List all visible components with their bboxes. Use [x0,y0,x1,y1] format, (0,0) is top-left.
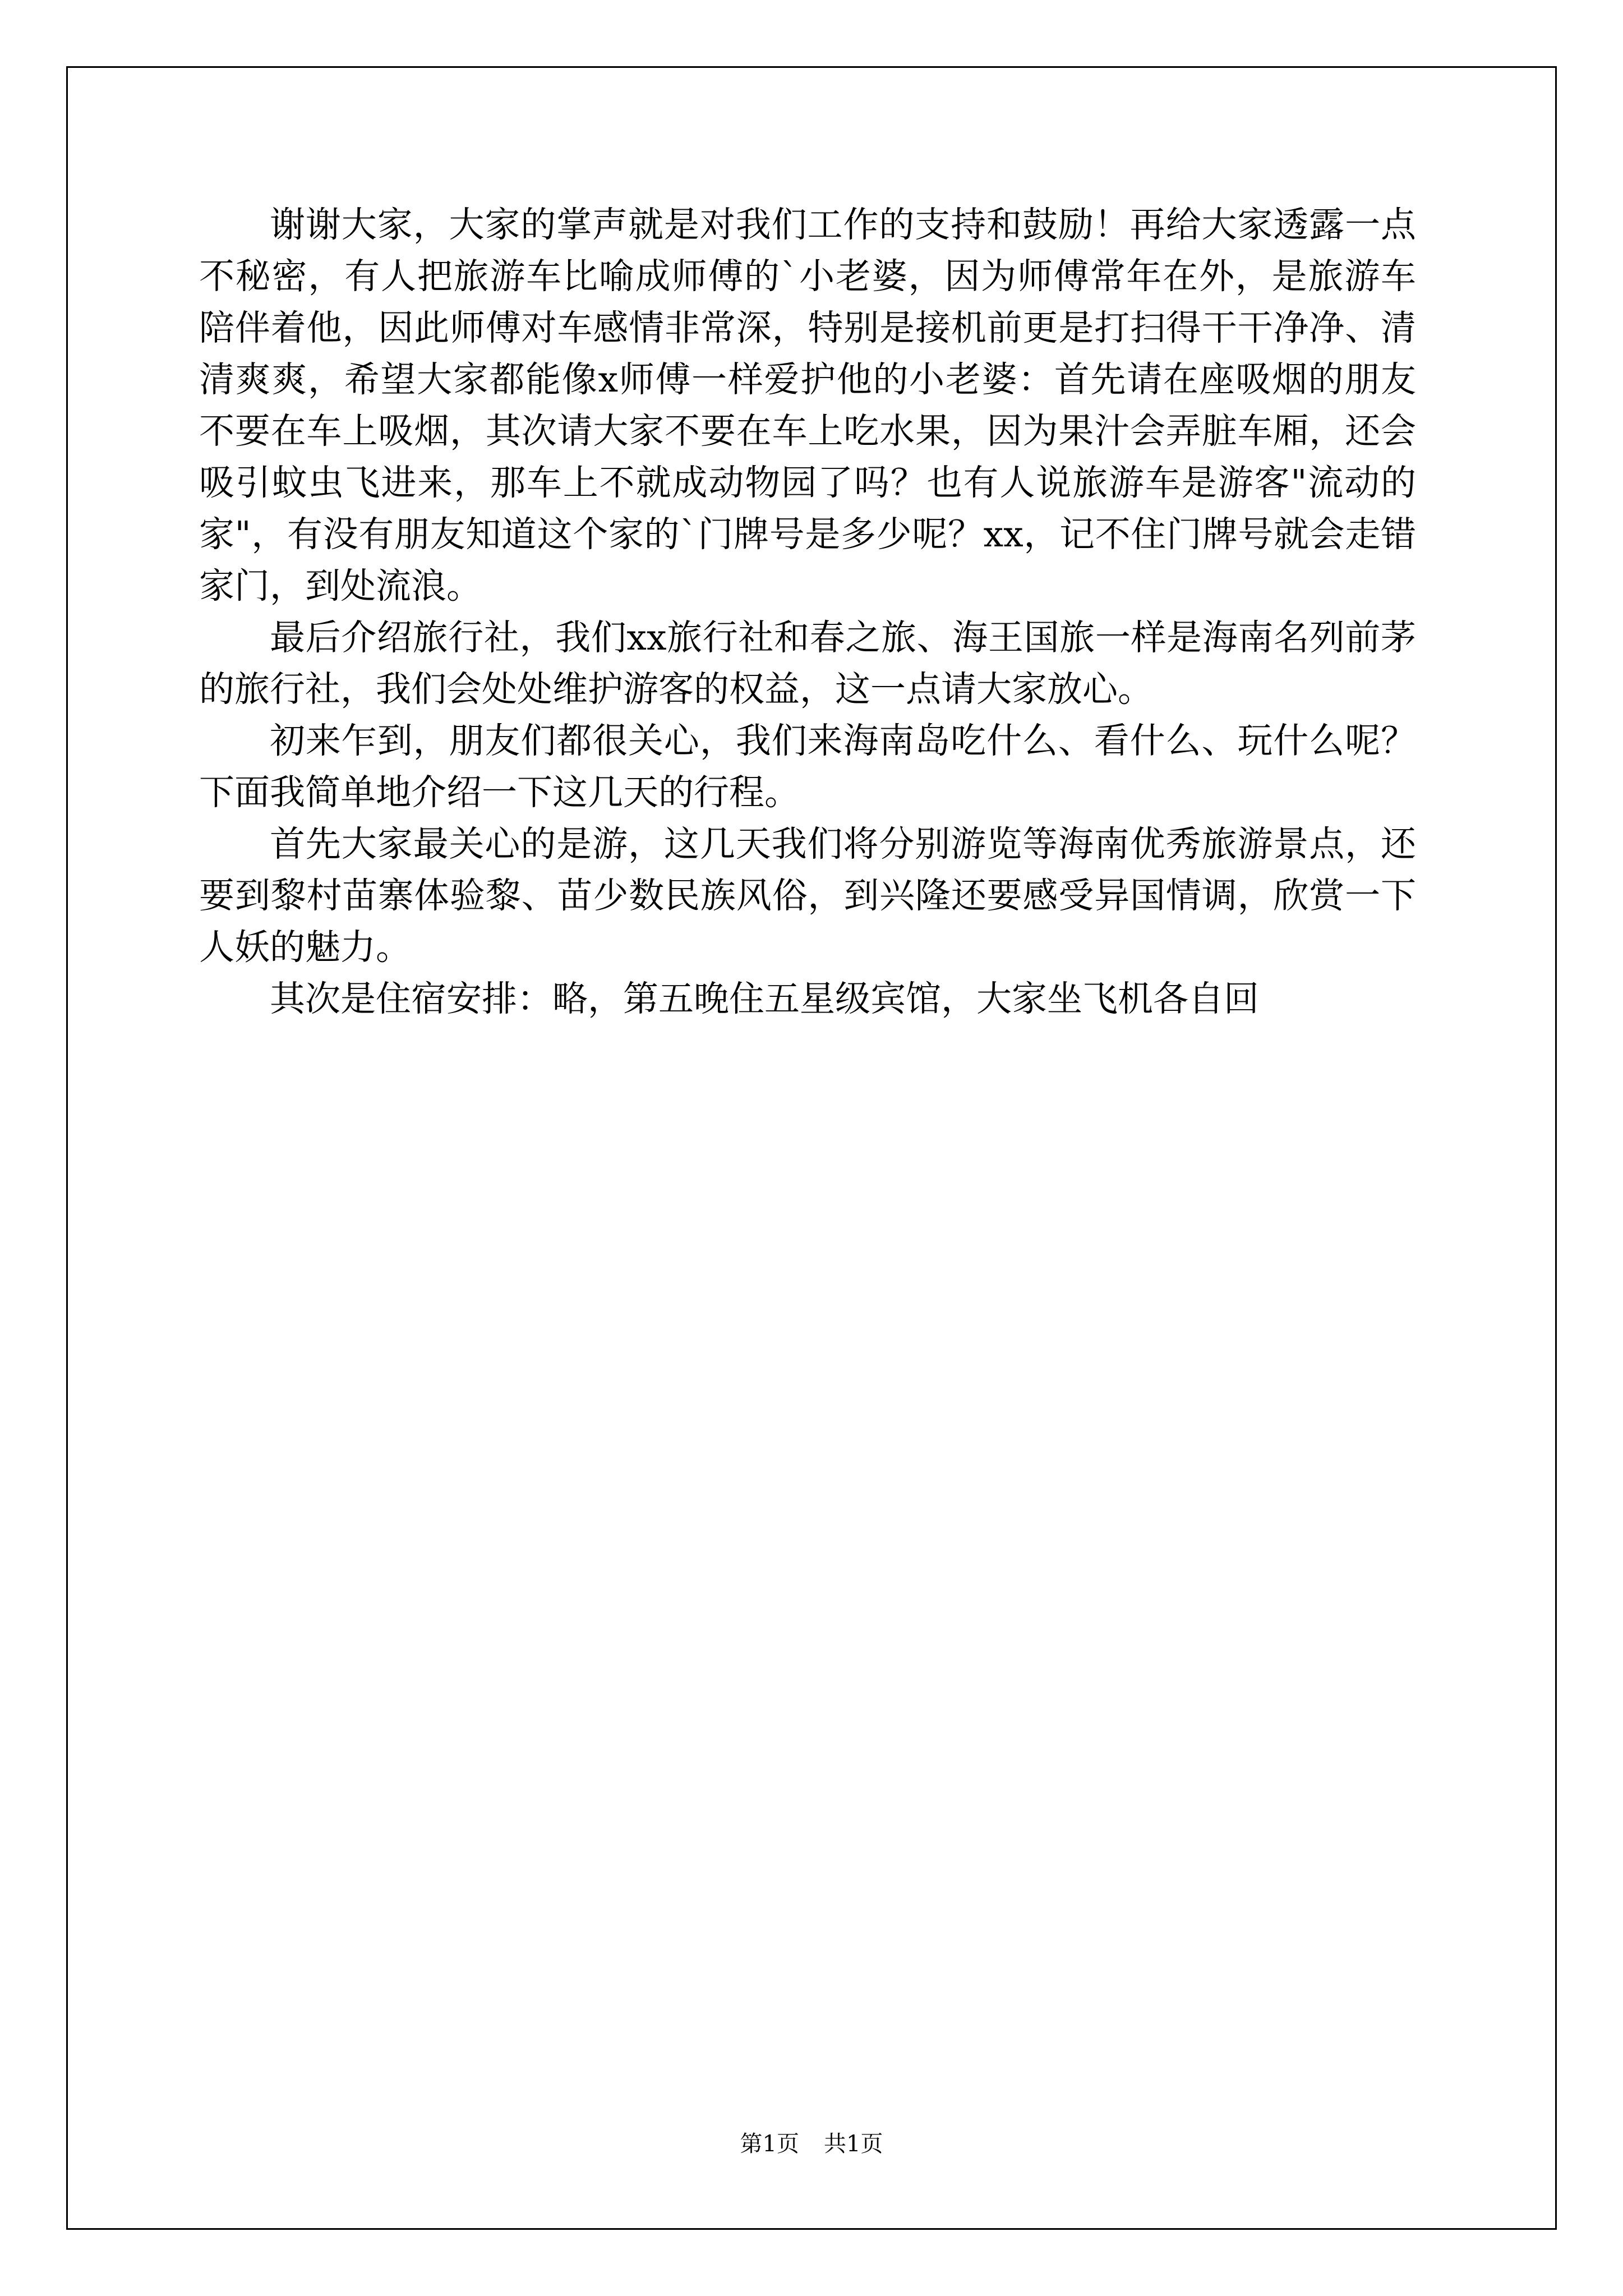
page-total: 共1页 [824,2131,883,2157]
paragraph: 谢谢大家，大家的掌声就是对我们工作的支持和鼓励！再给大家透露一点不秘密，有人把旅游车比喻成师傅的`小老婆，因为师傅常年在外，是旅游车陪伴着他，因此师傅对车感情非常深，特别是接机前更是打扫得干干净净、清清爽爽，希望大家都能像x师傅一样爱护他的小老婆：首先请在座吸烟的朋友不要在车上吸烟，其次请大家不要在车上吃水果，因为果汁会弄脏车厢，还会吸引蚊虫飞进来，那车上不就成动物园了吗？也有人说旅游车是游客"流动的家"，有没有朋友知道这个家的`门牌号是多少呢？xx，记不住门牌号就会走错家门，到处流浪。 [199,204,1416,606]
paragraph: 初来乍到，朋友们都很关心，我们来海南岛吃什么、看什么、玩什么呢？下面我简单地介绍一下这几天的行程。 [199,720,1416,813]
paragraph: 其次是住宿安排：略，第五晚住五星级宾馆，大家坐飞机各自回 [270,978,1259,1019]
paragraph: 首先大家最关心的是游，这几天我们将分别游览等海南优秀旅游景点，还要到黎村苗寨体验黎、苗少数民族风俗，到兴隆还要感受异国情调，欣赏一下人妖的魅力。 [199,823,1416,968]
document-body [199,199,1416,1025]
page-number: 第1页 [740,2131,799,2157]
paragraph: 最后介绍旅行社，我们xx旅行社和春之旅、海王国旅一样是海南名列前茅的旅行社，我们会处处维护游客的权益，这一点请大家放心。 [199,616,1416,710]
page-footer [0,2126,1623,2158]
